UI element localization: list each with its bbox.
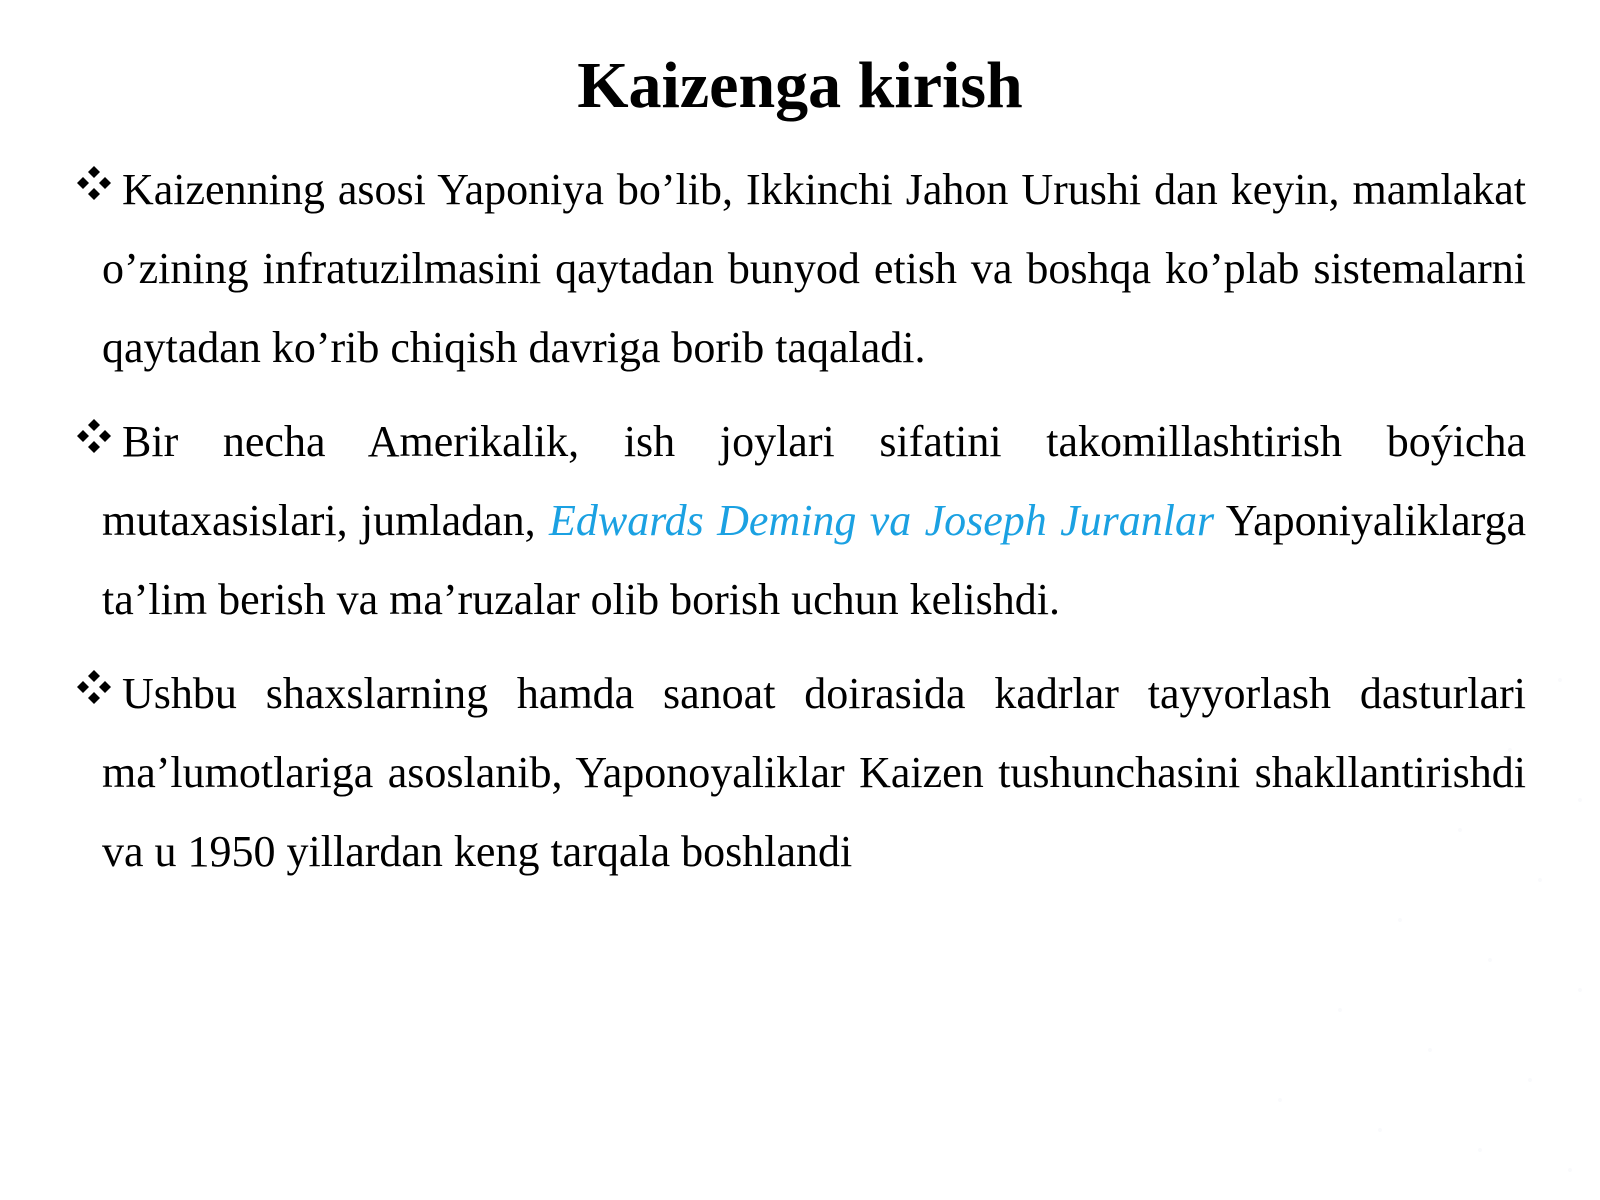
slide-title: Kaizenga kirish bbox=[577, 49, 1023, 122]
bullet-item-2 bbox=[102, 402, 1526, 639]
highlighted-names: Edwards Deming va Joseph Juranlar bbox=[548, 496, 1215, 545]
bullet-text-1: Kaizenning asosi Yaponiya bo’lib, Ikkinchi Jahon Urushi dan keyin, mamlakat o’zining infratuzilmasini qaytadan bunyod etish va boshqa ko’plab sistemalarni qaytadan ko’rib chiqish davriga borib taqaladi. bbox=[102, 165, 1526, 372]
bullet-item-1 bbox=[102, 150, 1526, 387]
bullet-text-3: Ushbu shaxslarning hamda sanoat doirasida kadrlar tayyorlash dasturlari ma’lumotlariga asoslanib, Yaponoyaliklar Kaizen tushunchasini shakllantirishdi va u 1950 yillardan keng tarqala boshlandi bbox=[102, 669, 1526, 876]
bullet-text-2-after: Yaponiyaliklarga ta’lim berish va ma’ruzalar olib borish uchun kelishdi. bbox=[102, 496, 1526, 624]
bullet-item-3 bbox=[102, 654, 1526, 891]
bullet-text-2-before: Bir necha Amerikalik, ish joylari sifatini takomillashtirish boýicha mutaxasislari, jumladan, bbox=[102, 417, 1526, 545]
